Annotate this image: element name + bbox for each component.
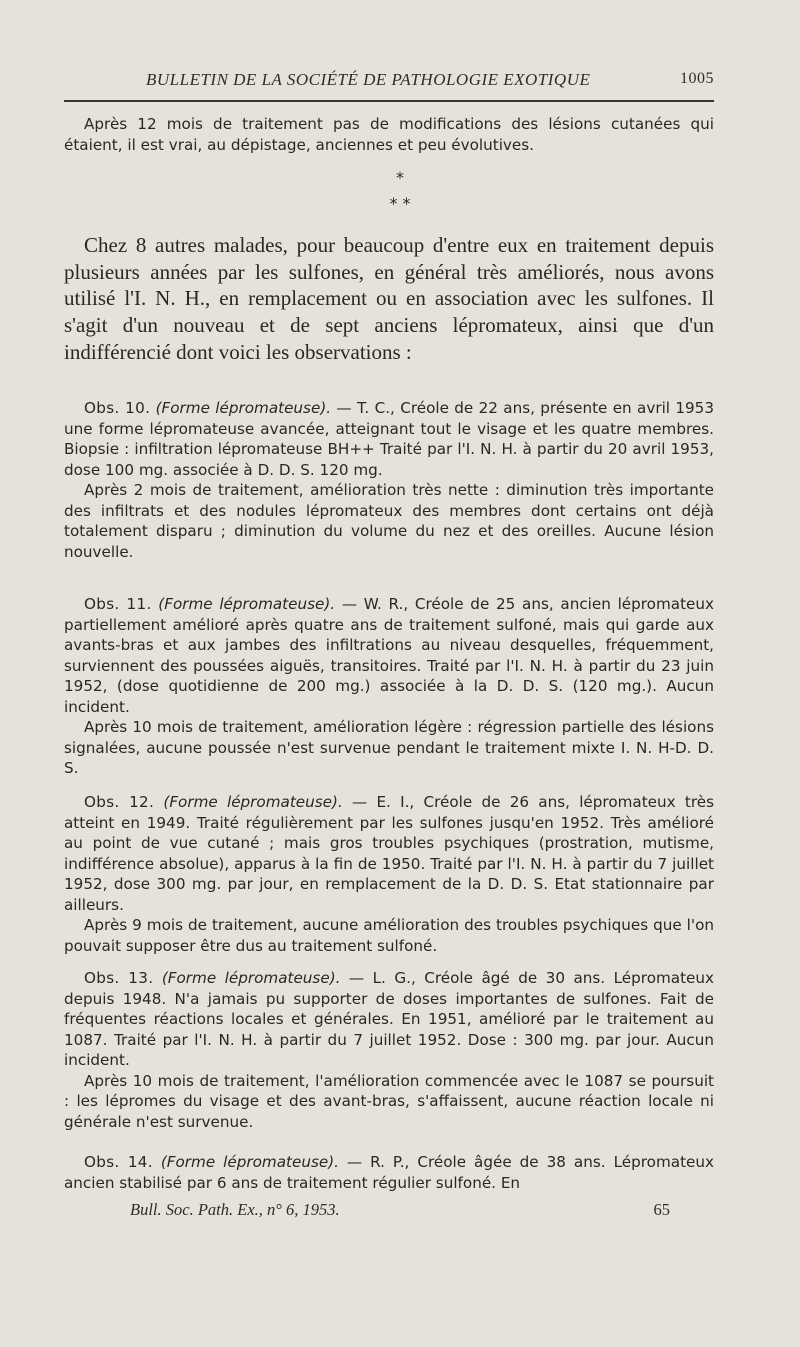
intro-section	[64, 114, 714, 155]
observation-text: — T. C., Créole de 22 ans, présente en avril 1953 une forme lépromateuse avancée, atteignant tout le visage et les quatre membres. Biopsie : infiltration lépromateuse BH++ Traité par l'I. N. H. à partir du 20 avril 1953, dose 100 mg. associée à D. D. S. 120 mg.	[64, 399, 715, 479]
observation-body	[64, 968, 714, 1071]
observation-result: Après 10 mois de traitement, amélioration légère : régression partielle des lésions signalées, aucune poussée n'est survenue pendant le traitement mixte I. N. H-D. D. S.	[64, 718, 714, 777]
observation-label: Obs. 13.	[84, 969, 154, 987]
observation-body	[64, 594, 714, 717]
observation-form: (Forme lépromateuse).	[158, 595, 336, 613]
running-title: BULLETIN DE LA SOCIÉTÉ DE PATHOLOGIE EXOTIQUE	[146, 70, 591, 89]
observation-result: Après 10 mois de traitement, l'amélioration commencée avec le 1087 se poursuit : les lépromes du visage et des avant-bras, s'affaissent, aucune réaction locale ni générale n'est survenue.	[64, 1071, 714, 1131]
observation-form: (Forme lépromateuse).	[163, 793, 343, 811]
observation-form: (Forme lépromateuse).	[155, 399, 332, 417]
observation-label: Obs. 12.	[84, 793, 155, 811]
observation-body	[64, 398, 714, 480]
header-rule	[64, 100, 714, 102]
main-paragraph: Chez 8 autres malades, pour beaucoup d'entre eux en traitement depuis plusieurs années par les sulfones, en général très améliorés, nous avons utilisé l'I. N. H., en remplacement ou en association avec les sulfones. Il s'agit d'un nouveau et de sept anciens lépromateux, ainsi que d'un indifférencié dont voici les observations :	[64, 233, 714, 364]
observation-body	[64, 792, 714, 915]
observation-form: (Forme lépromateuse).	[161, 969, 341, 987]
footer-citation: Bull. Soc. Path. Ex., n° 6, 1953.	[130, 1200, 340, 1219]
observation-11	[64, 594, 714, 779]
footer-sheet-number: 65	[653, 1200, 670, 1219]
observation-text: — E. I., Créole de 26 ans, lépromateux très atteint en 1949. Traité régulièrement par les sulfones jusqu'en 1952. Très amélioré au point de vue cutané ; mais gros troubles psychiques (prostration, mutisme, indifférence absolue), apparus à la fin de 1950. Traité par l'I. N. H. à partir du 7 juillet 1952, dose 300 mg. par jour, en remplacement de la D. D. S. Etat stationnaire par ailleurs.	[64, 793, 714, 914]
observation-result: Après 2 mois de traitement, amélioration très nette : diminution très importante des infiltrats et des nodules lépromateux des membres dont certains ont déjà totalement disparu ; diminution du volume du nez et des oreilles. Aucune lésion nouvelle.	[64, 481, 714, 561]
page-footer	[130, 1200, 670, 1222]
separator-star-top: *	[396, 168, 404, 187]
main-section	[64, 232, 714, 366]
observation-label: Obs. 14.	[84, 1153, 153, 1171]
observation-text: — R. P., Créole âgée de 38 ans. Lépromateux ancien stabilisé par 6 ans de traitement régulier sulfoné. En	[64, 1153, 714, 1192]
intro-paragraph: Après 12 mois de traitement pas de modifications des lésions cutanées qui étaient, il est vrai, au dépistage, anciennes et peu évolutives.	[64, 115, 714, 154]
observation-label: Obs. 11.	[84, 595, 152, 613]
observation-10	[64, 398, 714, 562]
separator-star-bottom: * *	[389, 194, 411, 213]
observation-13	[64, 968, 714, 1132]
observation-form: (Forme lépromateuse).	[160, 1153, 339, 1171]
observation-body	[64, 1152, 714, 1193]
page-number: 1005	[680, 70, 714, 87]
observation-12	[64, 792, 714, 956]
observation-result: Après 9 mois de traitement, aucune amélioration des troubles psychiques que l'on pouvait supposer être dus au traitement sulfoné.	[64, 916, 714, 955]
observation-text: — L. G., Créole âgé de 30 ans. Lépromateux depuis 1948. N'a jamais pu supporter de doses importantes de sulfones. Fait de fréquentes réactions locales et générales. En 1951, amélioré par le traitement au 1087. Traité par l'I. N. H. à partir du 7 juillet 1952. Dose : 300 mg. par jour. Aucun incident.	[64, 969, 715, 1069]
observation-14	[64, 1152, 714, 1193]
observation-label: Obs. 10.	[84, 399, 151, 417]
observation-text: — W. R., Créole de 25 ans, ancien lépromateux partiellement amélioré après quatre ans de traitement sulfoné, mais qui garde aux avants-bras et aux jambes des infiltrations au niveau desquelles, fréquemment, surviennent des poussées aiguës, transitoires. Traité par l'I. N. H. à partir du 23 juin 1952, (dose quotidienne de 200 mg.) associée à la D. D. S. (120 mg.). Aucun incident.	[64, 595, 714, 716]
running-header	[64, 64, 714, 92]
